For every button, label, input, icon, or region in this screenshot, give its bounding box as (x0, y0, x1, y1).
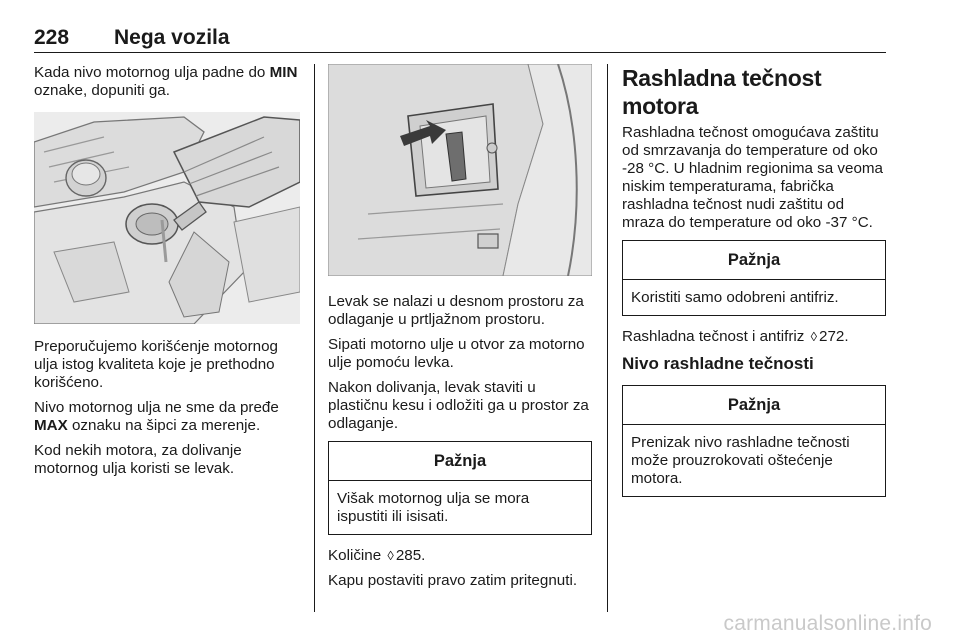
section-heading: Rashladna tečnost motora (622, 65, 822, 119)
column-divider (314, 64, 315, 612)
page-number: 228 (34, 26, 70, 49)
watermark: carmanualsonline.info (723, 612, 932, 635)
chapter-title: Nega vozila (114, 26, 230, 49)
paragraph: Nivo motornog ulja ne sme da pređe MAX oznaku na šipci za merenje. (34, 399, 279, 434)
column-right (622, 64, 886, 509)
engine-illustration-svg (34, 112, 300, 324)
trunk-illustration-svg (328, 64, 592, 276)
subsection-heading: Nivo rashladne tečnosti (622, 354, 814, 373)
paragraph: Nakon dolivanja, levak staviti u plastičnu kesu i odložiti ga u prostor za odlaganje. (328, 379, 589, 432)
notice-body: Višak motornog ulja se mora ispustiti ili isisati. (337, 490, 530, 525)
page-reference-icon: ◊ (387, 548, 394, 563)
notice-title: Pažnja (623, 386, 885, 425)
notice-title: Pažnja (623, 241, 885, 280)
paragraph: Sipati motorno ulje u otvor za motorno ulje pomoću levka. (328, 336, 585, 371)
paragraph: Kada nivo motornog ulja padne do MIN oznake, dopuniti ga. (34, 64, 298, 99)
caution-notice (622, 385, 886, 497)
paragraph: Levak se nalazi u desnom prostoru za odlaganje u prtljažnom prostoru. (328, 293, 584, 328)
page-reference-link[interactable]: 272. (819, 328, 849, 345)
paragraph: Rashladna tečnost omogućava zaštitu od smrzavanja do temperature od oko -28 °C. U hladnim regionima sa veoma niskim temperaturama, fabrička rashladna tečnost nudi zaštitu od mraza do temperature od oko -37 °C. (622, 124, 883, 231)
page-reference-icon: ◊ (810, 329, 818, 344)
paragraph: Rashladna tečnost i antifriz ◊ 272. (622, 328, 849, 345)
column-left (34, 64, 300, 485)
page-header (34, 26, 886, 53)
column-middle (328, 64, 592, 597)
column-divider (607, 64, 608, 612)
paragraph: Kod nekih motora, za dolivanje motornog ulja koristi se levak. (34, 442, 242, 477)
caution-notice (328, 441, 592, 535)
notice-body: Koristiti samo odobreni antifriz. (631, 289, 839, 306)
notice-body: Prenizak nivo rashladne tečnosti može prouzrokovati oštećenje motora. (631, 434, 850, 487)
paragraph: Količine ◊ 285. (328, 547, 426, 564)
paragraph: Kapu postaviti pravo zatim pritegnuti. (328, 572, 578, 589)
engine-oil-fill-illustration (34, 112, 300, 324)
page-reference-link[interactable]: 285. (395, 547, 426, 564)
notice-title: Pažnja (329, 442, 591, 481)
min-mark-label: MIN (269, 64, 298, 81)
max-mark-label: MAX (34, 417, 68, 434)
caution-notice (622, 240, 886, 316)
paragraph: Preporučujemo korišćenje motornog ulja istog kvaliteta koje je prethodno korišćeno. (34, 338, 278, 391)
funnel-storage-illustration (328, 64, 592, 276)
